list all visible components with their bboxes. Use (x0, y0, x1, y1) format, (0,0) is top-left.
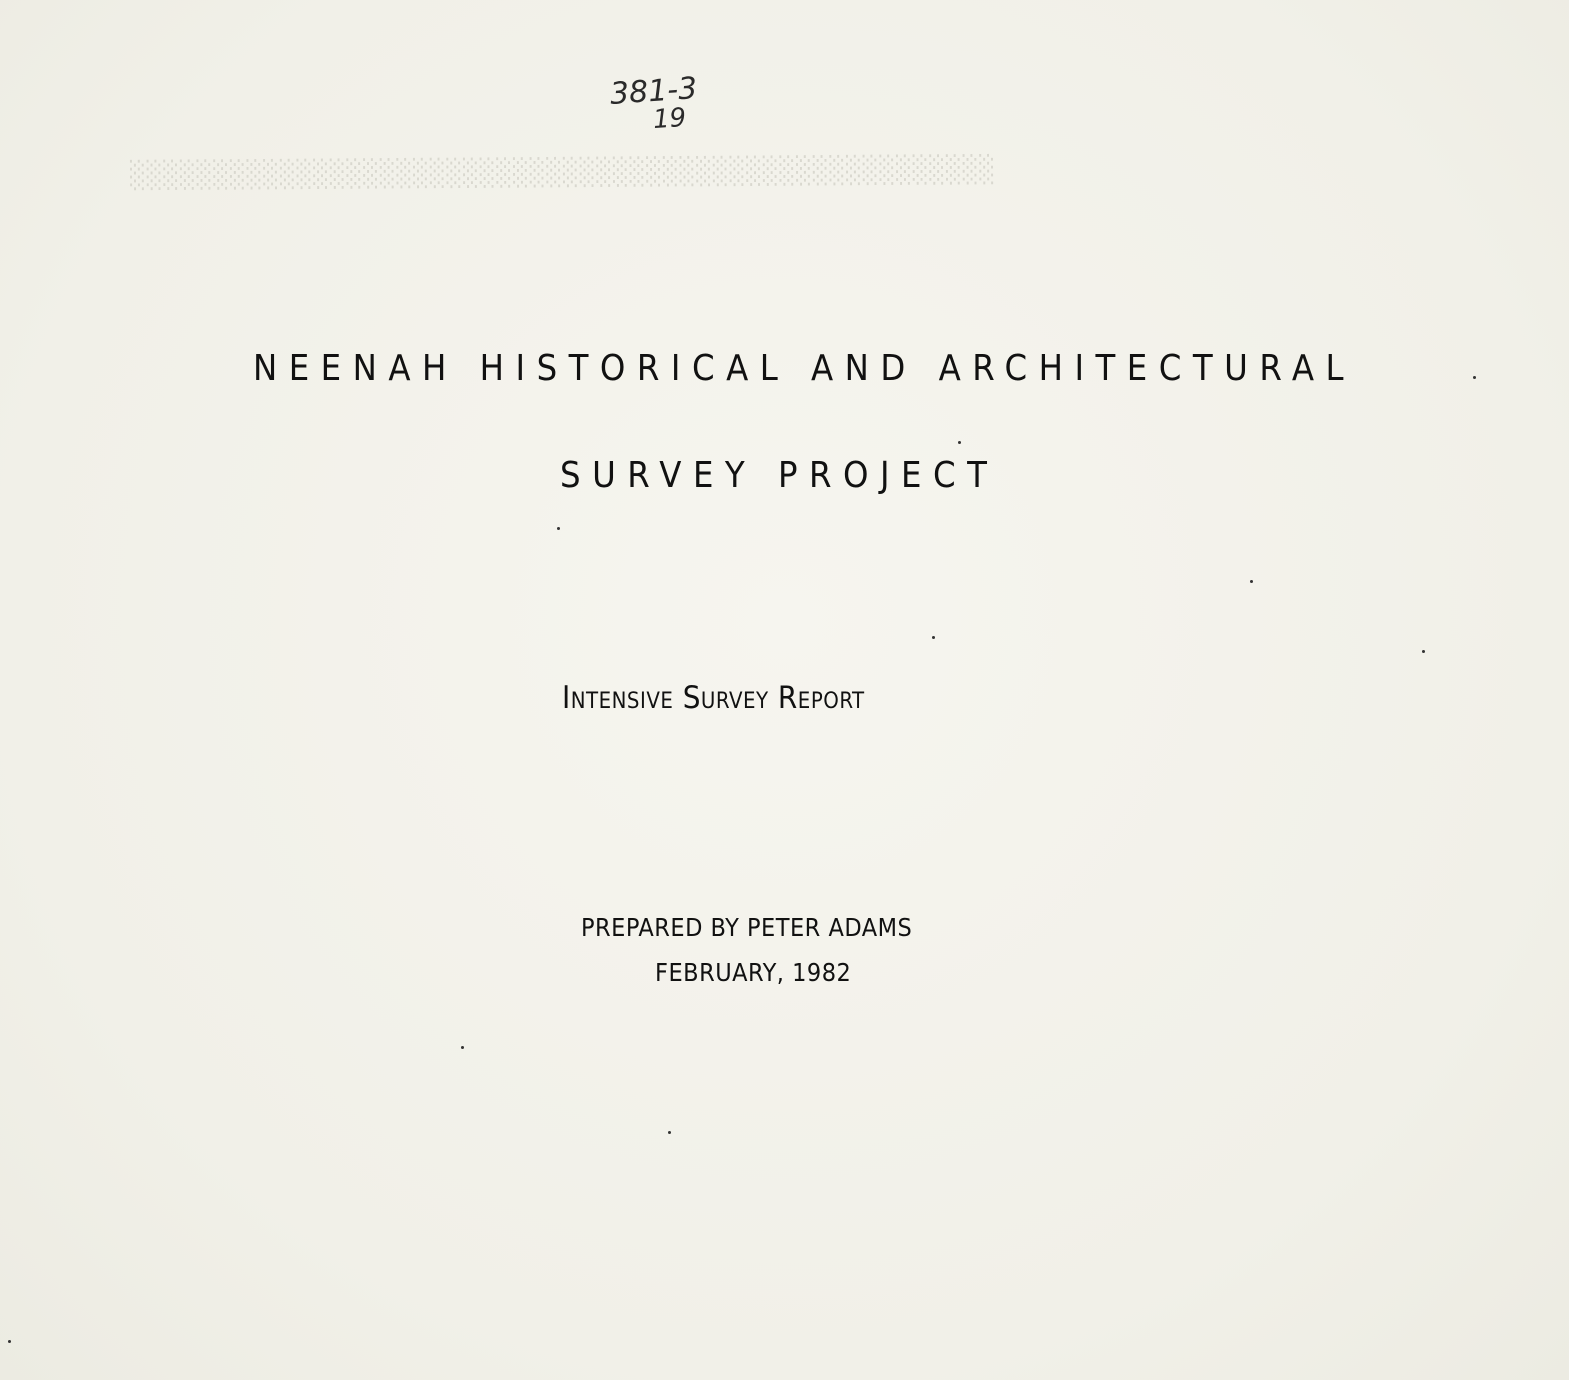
report-date: FEBRUARY, 1982 (655, 958, 852, 987)
bleed-through-texture: ░░░░░░░░░░░░░░░░░░░░░░░░░░░░░░░░░░░░░░░░░░░░░░░░░░░░ (129, 154, 997, 192)
title-line1: NEENAH HISTORICAL AND ARCHITECTURAL (253, 348, 1356, 389)
title-line2: SURVEY PROJECT (560, 455, 999, 496)
report-subtitle: Intensive Survey Report (562, 680, 865, 716)
speck (668, 1131, 671, 1134)
speck (8, 1340, 11, 1343)
speck (461, 1046, 464, 1049)
prepared-by: PREPARED BY PETER ADAMS (581, 913, 913, 942)
speck (932, 636, 935, 639)
speck (1422, 650, 1425, 653)
call-number-line1: 381-3 (608, 71, 699, 112)
call-number-line2: 19 (651, 102, 688, 136)
speck (1250, 580, 1253, 583)
speck (557, 527, 560, 530)
speck (958, 441, 961, 444)
speck (1473, 376, 1476, 379)
